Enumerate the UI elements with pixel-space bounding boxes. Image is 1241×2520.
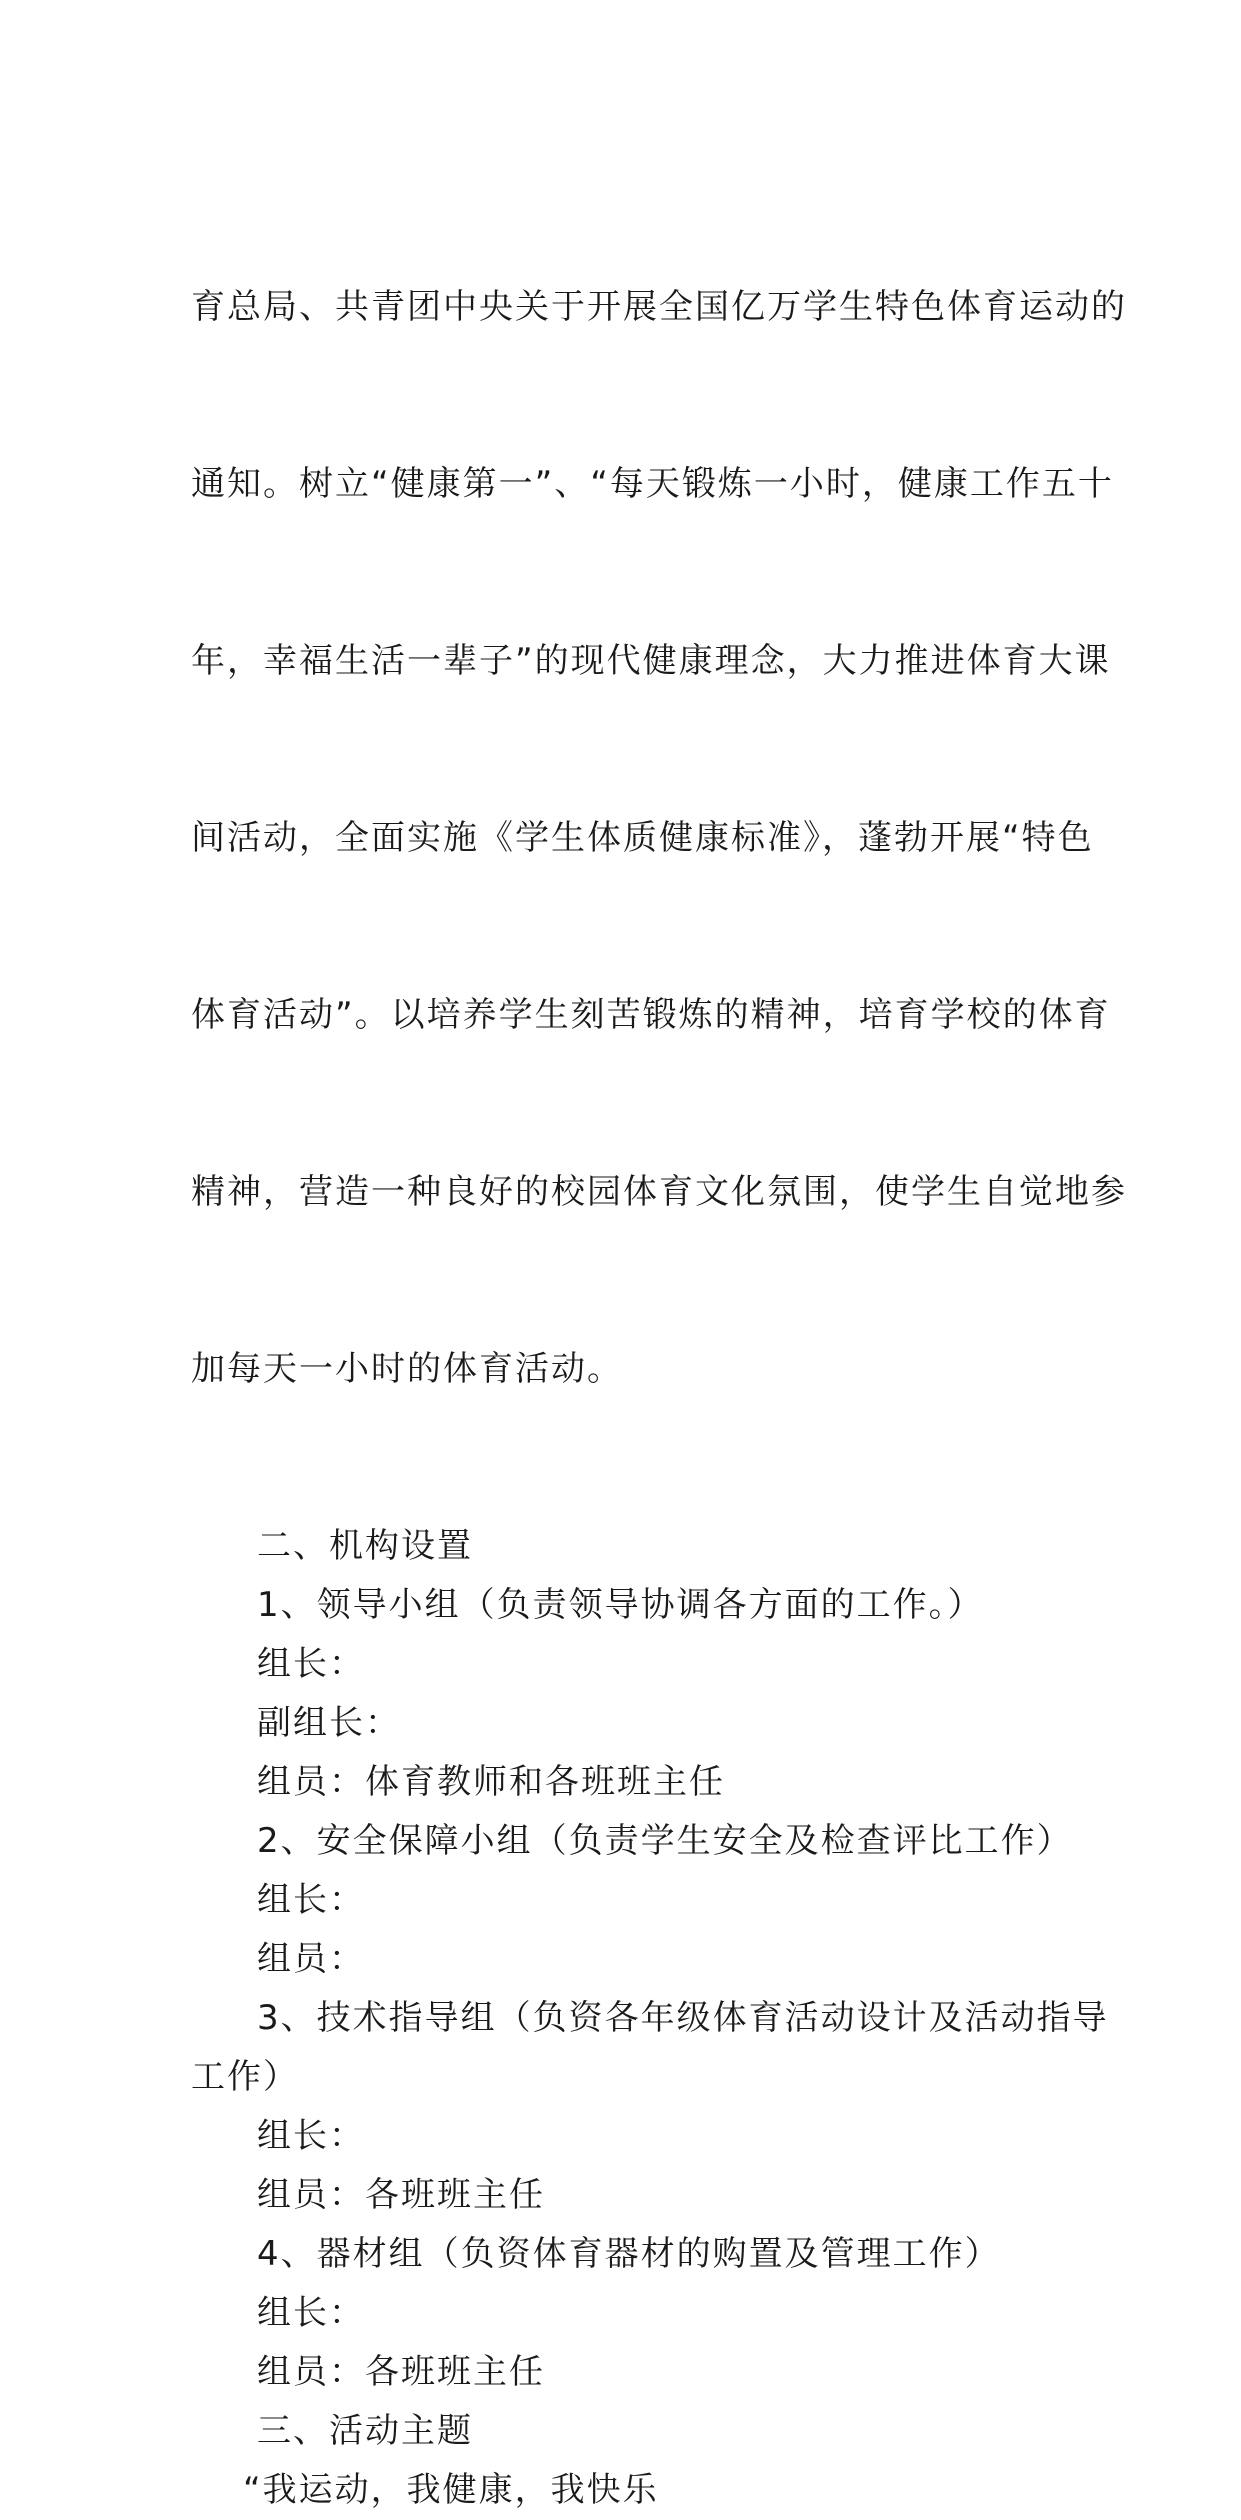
group1-title: 1、领导小组（负责领导协调各方面的工作。） <box>257 1585 984 1625</box>
group2-members: 组员： <box>257 1939 365 1979</box>
group4-leader: 组长： <box>257 2293 365 2333</box>
intro-paragraph <box>191 160 1127 1517</box>
intro-line: 体育活动”。以培养学生刻苦锻炼的精神，培育学校的体育 <box>191 995 1111 1035</box>
group3-title-line2: 工作） <box>191 2057 299 2097</box>
group1-members: 组员：体育教师和各班班主任 <box>257 1762 725 1802</box>
intro-line: 精神，营造一种良好的校园体育文化氛围，使学生自觉地参 <box>191 1172 1127 1212</box>
group4-members: 组员：各班班主任 <box>257 2352 545 2392</box>
group1-leader: 组长： <box>257 1644 365 1684</box>
intro-line: 通知。树立“健康第一”、“每天锻炼一小时，健康工作五十 <box>191 464 1114 504</box>
section-heading-organization: 二、机构设置 <box>257 1526 473 1566</box>
group3-members: 组员：各班班主任 <box>257 2175 545 2215</box>
group4-title: 4、器材组（负资体育器材的购置及管理工作） <box>257 2234 1001 2274</box>
intro-line: 年，幸福生活一辈子”的现代健康理念，大力推进体育大课 <box>191 641 1111 681</box>
intro-line: 加每天一小时的体育活动。 <box>191 1349 623 1389</box>
group3-leader: 组长： <box>257 2116 365 2156</box>
group1-deputy: 副组长： <box>257 1703 401 1743</box>
document-body <box>191 160 1127 2520</box>
group3-title-line1: 3、技术指导组（负资各年级体育活动设计及活动指导 <box>257 1998 1109 2038</box>
group2-title: 2、安全保障小组（负责学生安全及检查评比工作） <box>257 1821 1073 1861</box>
section-heading-theme: 三、活动主题 <box>257 2411 473 2451</box>
intro-line: 育总局、共青团中央关于开展全国亿万学生特色体育运动的 <box>191 287 1127 327</box>
intro-line: 间活动，全面实施《学生体质健康标准》，蓬勃开展“特色 <box>191 818 1094 858</box>
activity-theme: “我运动，我健康，我快乐 <box>243 2470 659 2510</box>
group2-leader: 组长： <box>257 1880 365 1920</box>
